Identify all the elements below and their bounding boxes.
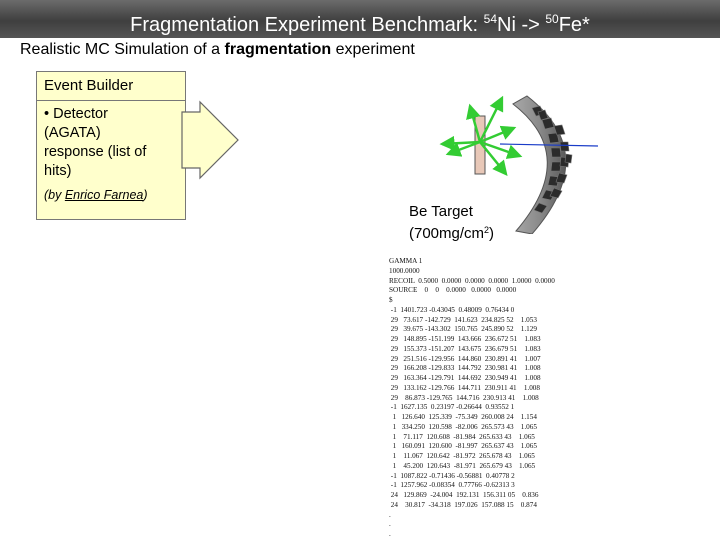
listing-line: SOURCE 0 0 0.0000 0.0000 0.0000 [389, 286, 517, 295]
ni-mass-number: 54 [483, 12, 498, 26]
listing-line: GAMMA 1 [389, 257, 423, 265]
target-line-1: Be Target [409, 203, 473, 220]
target-label [409, 202, 494, 243]
listing-line: 1 160.091 120.600 -81.997 265.637 43 1.065 [392, 442, 537, 451]
listing-line: $ [389, 296, 393, 304]
target-thickness: (700mg/cm [409, 225, 485, 242]
listing-line: 29 39.675 -143.302 150.765 245.890 52 1.129 [390, 325, 537, 334]
listing-line: 1 71.117 120.608 -81.984 265.633 43 1.065 [392, 432, 535, 441]
event-builder-body [37, 101, 185, 205]
listing-line: 29 251.516 -129.956 144.860 230.891 41 1.007 [390, 354, 541, 363]
bullet-line: • Detector [44, 106, 108, 122]
listing-line: -1 1257.962 -0.08354 0.77766 -0.62313 3 [390, 481, 515, 490]
listing-line: 29 148.895 -151.199 143.666 236.672 51 1.083 [390, 335, 541, 343]
arrow-icon [180, 100, 242, 180]
subtitle-bold: fragmentation [224, 41, 332, 58]
slide-subtitle [20, 41, 415, 59]
bullet-line: hits) [44, 163, 72, 179]
credit-name: Enrico Farnea [64, 188, 144, 202]
event-data-listing [389, 257, 555, 540]
target-unit-exponent: 2 [484, 225, 490, 235]
listing-line: 1 11.067 120.642 -81.972 265.678 43 1.065 [392, 452, 535, 460]
listing-line: 29 155.373 -151.207 143.675 236.679 51 1.083 [390, 344, 541, 353]
listing-line: -1 1401.723 -0.43045 0.48009 0.76434 0 [390, 305, 515, 314]
listing-line: 29 73.617 -142.729 141.623 234.825 52 1.053 [390, 315, 537, 324]
slide-title [0, 0, 720, 38]
title-prefix: Fragmentation Experiment Benchmark: [130, 14, 484, 36]
listing-line: 29 86.873 -129.765 144.716 230.913 41 1.008 [390, 393, 539, 402]
author-credit [44, 186, 185, 205]
bullet-line: response (list of [44, 144, 147, 160]
event-builder-box [36, 71, 186, 220]
listing-line: . [389, 510, 391, 519]
ni-symbol: Ni -> [497, 14, 546, 36]
listing-line: 24 129.869 -24.004 192.131 156.311 05 0.836 [390, 491, 539, 499]
credit-after: ) [143, 188, 148, 202]
listing-line: 29 163.364 -129.791 144.692 230.949 41 1.008 [390, 374, 541, 382]
credit-before: (by [44, 188, 65, 202]
listing-line: 29 133.162 -129.766 144.711 230.911 41 1.008 [390, 383, 540, 392]
subtitle-after: experiment [331, 41, 415, 58]
listing-line: 24 30.817 -34.318 197.026 157.088 15 0.874 [390, 500, 537, 509]
listing-line: . [389, 530, 391, 538]
target-line-2 [409, 221, 494, 243]
listing-line: -1 1087.822 -0.71436 -0.56881 0.40778 2 [390, 471, 515, 480]
listing-line: -1 1627.135 0.23197 -0.26644 0.93552 1 [390, 403, 515, 412]
event-builder-heading: Event Builder [37, 72, 185, 101]
listing-line: . [389, 520, 391, 529]
listing-line: 1 334.250 120.598 -82.006 265.573 43 1.065 [392, 422, 537, 431]
listing-line: 1 45.200 120.643 -81.971 265.679 43 1.065 [392, 461, 536, 470]
fe-mass-number: 50 [545, 12, 559, 26]
target-close-paren: ) [489, 225, 495, 242]
fe-symbol: Fe* [558, 14, 590, 36]
listing-line: RECOIL 0.5000 0.0000 0.0000 0.0000 1.0000 0.0000 [389, 276, 555, 285]
subtitle-before: Realistic MC Simulation of a [20, 41, 225, 58]
bullet-line: (AGATA) [44, 125, 101, 141]
listing-line: 1000.0000 [389, 266, 420, 275]
listing-line: 29 166.208 -129.833 144.792 230.981 41 1.008 [390, 364, 541, 373]
listing-line: 1 126.640 125.339 -75.349 260.008 24 1.154 [392, 413, 537, 421]
